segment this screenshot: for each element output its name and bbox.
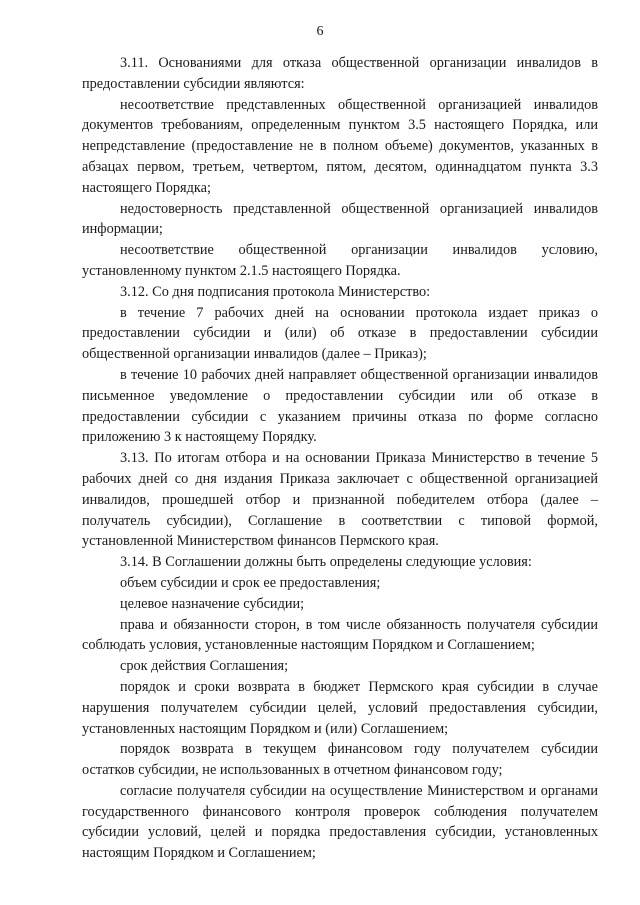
paragraph-subsidy-volume: объем субсидии и срок ее предоставления; <box>120 574 381 591</box>
paragraph-return-violation: порядок и сроки возврата в бюджет Пермского края субсидии в случае нарушения получателем субсидии целей, условий предоставления субсидии, установленных настоящим Порядком и (или) Соглашением; <box>82 678 598 737</box>
paragraph-rights: права и обязанности сторон, в том числе обязанность получателя субсидии соблюдать условия, установленные настоящим Порядком и Соглашением; <box>82 616 598 654</box>
paragraph-3-12: 3.12. Со дня подписания протокола Министерство: <box>120 283 431 300</box>
paragraph-ground-documents: несоответствие представленных общественной организацией инвалидов документов требованиям, определенным пунктом 3.5 настоящего Порядка, или непредставление (предоставление не в полном объеме) документов, указанных в абзацах первом, третьем, четвертом, пятом, десятом, одиннадцатом пункта 3.3 настоящего Порядка; <box>82 96 598 196</box>
paragraph-term: срок действия Соглашения; <box>120 658 289 675</box>
paragraph-3-14: 3.14. В Соглашении должны быть определены следующие условия: <box>120 554 532 571</box>
paragraph-notice-10-days: в течение 10 рабочих дней направляет общественной организации инвалидов письменное уведомление о предоставлении субсидии или об отказе в предоставлении субсидии с указанием причины отказа по форме согласно приложению 3 к настоящему Порядку. <box>82 366 598 446</box>
page-number: 6 <box>316 24 324 39</box>
paragraph-return-remainder: порядок возврата в текущем финансовом году получателем субсидии остатков субсидии, не использованных в отчетном финансовом году; <box>82 741 598 779</box>
paragraph-consent-audit: согласие получателя субсидии на осуществление Министерством и органами государственного финансового контроля проверок соблюдения получателем субсидии условий, целей и порядка предоставления субсидии, установленных настоящим Порядком и Соглашением; <box>82 782 598 862</box>
paragraph-3-11: 3.11. Основаниями для отказа общественной организации инвалидов в предоставлении субсидии являются: <box>82 55 598 92</box>
paragraph-3-13: 3.13. По итогам отбора и на основании Приказа Министерство в течение 5 рабочих дней со дня издания Приказа заключает с общественной организацией инвалидов, прошедшей отбор и признанной победителем отбора (далее – получатель субсидии), Соглашение в соответствии с типовой формой, установленной Министерством финансов Пермского края. <box>82 450 598 550</box>
paragraph-purpose: целевое назначение субсидии; <box>120 595 305 612</box>
paragraph-ground-unreliable-info: недостоверность представленной общественной организацией инвалидов информации; <box>82 200 598 238</box>
paragraph-order-7-days: в течение 7 рабочих дней на основании протокола издает приказ о предоставлении субсидии и (или) об отказе в предоставлении субсидии общественной организации инвалидов (далее – Приказ); <box>82 304 598 363</box>
document-body <box>82 53 598 864</box>
paragraph-ground-condition: несоответствие общественной организации инвалидов условию, установленному пунктом 2.1.5 настоящего Порядка. <box>82 242 598 279</box>
